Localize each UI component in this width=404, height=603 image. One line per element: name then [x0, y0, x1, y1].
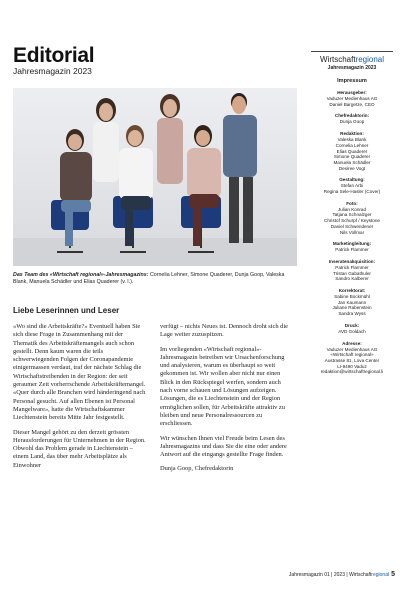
impressum-line: Sabine Bockmühl [334, 294, 370, 300]
impressum-section [311, 201, 393, 236]
impressum-line: Tristan Gabathuler [333, 270, 371, 276]
impressum-section [311, 90, 393, 107]
impressum-section-heading: Chefredaktorin: [334, 113, 370, 119]
impressum-section-heading: Druck: [344, 322, 360, 328]
brand-accent: regional [355, 55, 385, 64]
impressum-line: Christof Schurpf / Keystone [324, 218, 380, 224]
paragraph: verfügt – nichts Neues ist. Dennoch droht sich die Lage weiter zuzuspitzen. [160, 323, 288, 339]
brand-main: Wirtschaft [319, 55, 356, 64]
impressum-line: Daniel Bargetze, CEO [329, 101, 375, 107]
paragraph: Im vorliegenden «Wirtschaft regional»-Jahresmagazin betreiben wir Ursachenforschung und analysieren, warum es überhaupt so weit gekommen ist. Wir wollen aber nicht nur einen Blick in den Rückspiegel werfen, sondern auch nach vorne schauen und Lösungen aufzeigen. Lösungen, die es Liechtenstein und der Region ermöglichen sollen, für Arbeitskräfte attraktiv zu bleiben und neue Personalressourcen zu erschliessen. [160, 345, 285, 428]
brand-logo [311, 51, 393, 64]
impressum-sidebar [311, 51, 393, 375]
impressum-line: Dunja Goop [339, 119, 365, 125]
page-subtitle: Jahresmagazin 2023 [13, 66, 92, 76]
impressum-section [311, 341, 393, 376]
impressum-section-heading: Foto: [346, 200, 358, 206]
impressum-sections [311, 90, 393, 375]
paragraph: Dieser Mangel gehört zu den derzeit grössten Herausforderungen für Unternehmen in der Region. Obwohl das Problem gerade in Liechtenstein – einem Land, das über mehr Arbeitsplätze als Einwohner [13, 428, 146, 469]
impressum-section-heading: Herausgeber: [337, 90, 367, 95]
footer-brand-main: Wirtschaft [349, 572, 372, 578]
impressum-section-heading: Korrektorat: [338, 288, 366, 294]
impressum-section [311, 259, 393, 282]
impressum-line: Elias Quaderer [336, 148, 368, 154]
page-footer [289, 571, 395, 578]
signature: Dunja Goop, Chefredaktorin [160, 465, 234, 473]
impressum-section [311, 131, 393, 171]
impressum-title: Impressum [337, 78, 367, 84]
footer-brand-accent: regional [371, 572, 390, 578]
footer-text: Jahresmagazin 01 | 2023 | [288, 572, 350, 578]
impressum-section-heading: Marketingleitung: [332, 241, 372, 247]
impressum-line: Vaduzer Medienhaus AG [326, 96, 378, 101]
impressum-line: Simone Quaderer [333, 154, 371, 160]
article-column-2 [160, 323, 294, 480]
paragraph: «Wo sind die Arbeitskräfte?» Eventuell haben Sie sich diese Frage in Zusammenhang mit der Thematik des Arbeitskräftemangels auch schon gestellt. Denn kaum waren die teils schwerwiegenden Folgen der Coronapandemie einigermassen verdaut, traf der nächste Schlag die Wirtschaftstreibenden in der Region: der seit geraumer Zeit vorherrschende Arbeitskräftemangel. «Quer durch alle Branchen wird händeringend nach Personal gesucht. Auf allen Ebenen ist Personal Mangelware», hatte die Wirtschaftskammer Liechtenstein bereits Mitte Jahr festgestellt. [13, 323, 146, 422]
impressum-line: Desiree Vogt [338, 165, 366, 171]
impressum-line: Julian Konrad [337, 206, 367, 212]
photo-caption [13, 272, 299, 287]
page-number: 5 [391, 571, 395, 578]
impressum-section [311, 113, 393, 125]
impressum-line: Vaduzer Medienhaus AG [326, 346, 378, 352]
impressum-line: LI-9490 Vaduz [337, 363, 367, 369]
impressum-line: Daniel Schwendener [330, 223, 374, 229]
impressum-section-heading: Gestaltung: [339, 177, 365, 183]
impressum-line: redaktion@wirtschaftregional.li [320, 369, 384, 375]
impressum-section-heading: Adresse: [342, 340, 362, 346]
impressum-line: Cornelia Lehner [335, 142, 369, 148]
impressum-line: Tatjana Schnalzger [332, 212, 372, 218]
impressum-line: Sandro Kalberer [335, 276, 369, 282]
impressum-line: Stefan Arbi [340, 183, 364, 189]
caption-lead: Das Team des «Wirtschaft regional»-Jahresmagazins: [13, 272, 149, 278]
impressum-line: Juliane Rabenstein [332, 305, 372, 311]
impressum-line: «Wirtschaft regional» [330, 352, 374, 358]
article-heading: Liebe Leserinnen und Leser [13, 306, 120, 315]
team-photo [13, 88, 297, 266]
impressum-line: Nils Vollmar [339, 229, 365, 235]
impressum-section-heading: Redaktion: [340, 131, 364, 137]
impressum-line: Patrick Flammer [335, 264, 369, 270]
caption-text: Cornelia Lehner, Simone Quaderer, Dunja Goop, Valeska Blank, Manuela Schädler und Elias Quaderer (v. l.). [13, 272, 285, 286]
impressum-line: Manuela Schädler [333, 159, 371, 165]
impressum-line: Sandra Wyss [338, 311, 366, 317]
page-title: Editorial [13, 44, 95, 67]
impressum-line: Valeska Blank [337, 137, 367, 143]
team-photo-illustration [13, 88, 297, 266]
impressum-section [311, 177, 393, 194]
impressum-section [311, 288, 393, 317]
impressum-line: AVD Goldach [338, 328, 366, 334]
impressum-section-heading: Inseratenakquisition: [328, 258, 376, 264]
impressum-line: Regina Sele-Hasler (Cover) [323, 189, 381, 195]
impressum-line: Austrasse 81, Lova Center [324, 357, 380, 363]
impressum-line: Jan Kaumann [337, 299, 367, 305]
paragraph: Wir wünschen Ihnen viel Freude beim Lesen des Jahresmagazins und dass Sie die eine oder andere Antwort auf die eingangs gestellte Frage finden. [160, 434, 287, 459]
brand-subtitle: Jahresmagazin 2023 [327, 65, 377, 71]
impressum-line: Patrick Flammer [335, 247, 369, 253]
impressum-section [311, 323, 393, 335]
impressum-section [311, 241, 393, 253]
article-column-1 [13, 323, 147, 476]
